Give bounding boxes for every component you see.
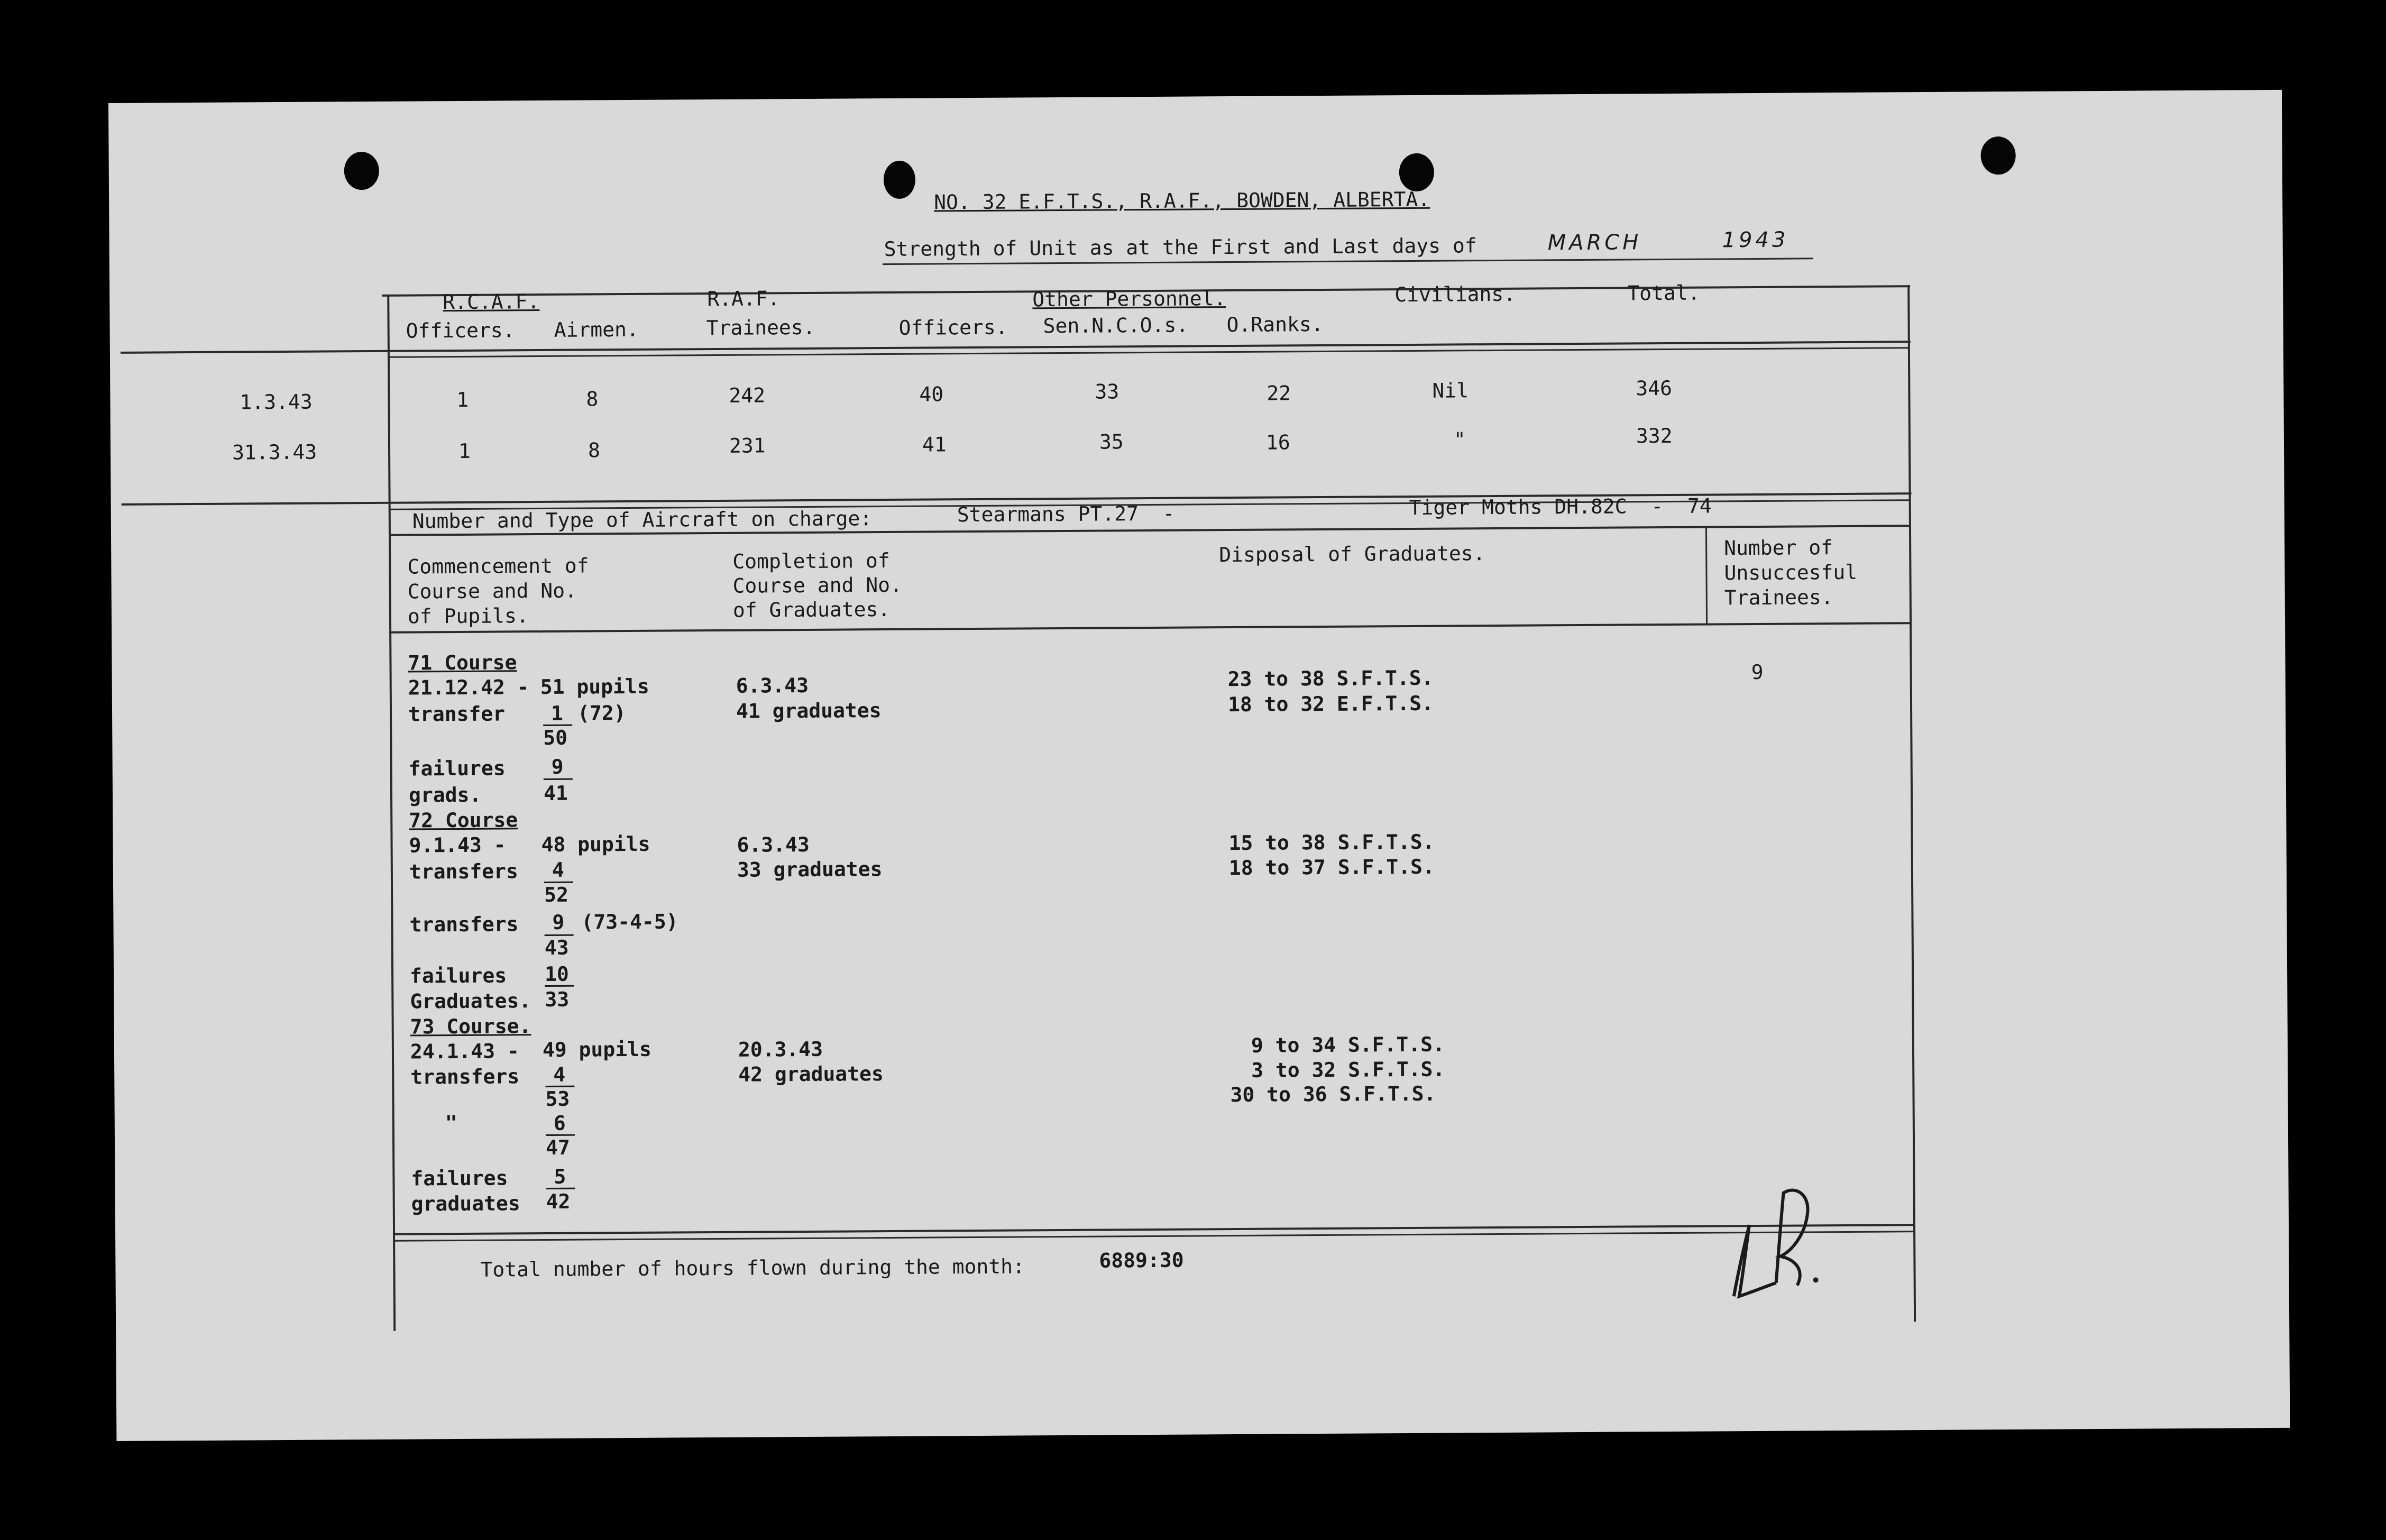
subtotal: 53 [545, 1087, 570, 1111]
course-title: 71 Course [408, 650, 517, 675]
raf-trainees-cell: 242 [729, 383, 766, 407]
oranks-cell: 22 [1267, 381, 1291, 405]
failures-value: 10 [544, 962, 569, 986]
transfer-label: transfer [408, 702, 506, 726]
subtotal-rule [545, 985, 574, 987]
transfer-note: (73-4-5) [581, 910, 678, 934]
subtotal: 50 [543, 726, 568, 749]
other-officers-cell: 41 [922, 433, 947, 456]
unsuccessful-header: Unsuccesful [1724, 560, 1858, 585]
aircraft-label: Number and Type of Aircraft on charge: [412, 507, 873, 533]
completion-date: 20.3.43 [738, 1037, 823, 1061]
snco-cell: 35 [1099, 430, 1124, 454]
subtotal: 52 [544, 883, 569, 906]
course-pupils: 51 pupils [540, 674, 649, 699]
document-sheet [108, 90, 2290, 1441]
ditto-mark: " [445, 1111, 457, 1135]
raf-trainees-cell: 231 [729, 434, 766, 457]
row-date: 31.3.43 [232, 440, 317, 464]
disposal-line: 30 to 36 S.F.T.S. [1230, 1081, 1436, 1107]
civilians-cell: " [1453, 428, 1466, 452]
rcaf-officers-cell: 1 [458, 439, 471, 463]
strength-table-left [387, 295, 396, 1331]
handwritten-year: 1943 [1722, 227, 1789, 253]
hours-label: Total number of hours flown during the month: [480, 1254, 1025, 1281]
unsuccessful-header: Trainees. [1724, 585, 1833, 610]
other-personnel-header: Other Personnel. [1032, 287, 1226, 311]
subtotal: 43 [544, 936, 569, 959]
total-cell: 332 [1636, 424, 1673, 448]
commencement-header: of Pupils. [407, 604, 529, 628]
civilians-header: Civilians. [1394, 282, 1516, 307]
disposal-line: 18 to 37 S.F.T.S. [1228, 855, 1435, 880]
other-officers-cell: 40 [919, 382, 944, 406]
transfers-value: 9 [552, 910, 565, 934]
grads-label: grads. [408, 783, 482, 807]
handwritten-month: MARCH [1547, 230, 1642, 255]
rcaf-airmen-cell: 8 [588, 438, 601, 462]
rcaf-airmen-cell: 8 [586, 387, 599, 411]
punch-hole [344, 152, 379, 190]
failures-value: 5 [554, 1165, 566, 1188]
disposal-line: 9 to 34 S.F.T.S. [1251, 1032, 1445, 1057]
grads-value: 41 [543, 781, 568, 805]
transfers-label: transfers [409, 912, 519, 937]
total-cell: 346 [1636, 376, 1673, 400]
disposal-line: 15 to 38 S.F.T.S. [1228, 830, 1435, 855]
tiger-moths-entry: Tiger Moths DH.82C - 74 [1409, 494, 1712, 519]
disposal-line: 23 to 38 S.F.T.S. [1227, 666, 1434, 691]
grads-label: graduates [411, 1191, 520, 1216]
transfers-value: 4 [552, 858, 564, 882]
course-start: 21.12.42 - [408, 675, 529, 700]
subtotal-rule [546, 1188, 575, 1189]
course-title: 73 Course. [410, 1014, 531, 1039]
unsuccessful-col-divider [1705, 526, 1708, 626]
col-other-officers-header: Officers. [898, 315, 1008, 340]
subtotal: 47 [545, 1135, 570, 1159]
subtotal-rule [544, 778, 573, 780]
unsuccessful-header: Number of [1724, 536, 1833, 560]
transfers-value: 6 [553, 1111, 566, 1135]
completion-graduates: 33 graduates [737, 857, 883, 882]
raf-group-header: R.A.F. [707, 287, 780, 311]
course-pupils: 49 pupils [542, 1037, 651, 1062]
disposal-line: 18 to 32 E.F.T.S. [1227, 691, 1434, 717]
grads-value: 33 [545, 987, 570, 1011]
col-oranks-header: O.Ranks. [1226, 312, 1324, 337]
completion-graduates: 41 graduates [736, 699, 882, 723]
completion-graduates: 42 graduates [738, 1062, 884, 1086]
course-start: 24.1.43 - [410, 1039, 520, 1064]
rcaf-group-header: R.C.A.F. [443, 290, 540, 314]
disposal-line: 3 to 32 S.F.T.S. [1251, 1057, 1445, 1082]
failures-label: failures [408, 756, 506, 781]
commencement-header: Commencement of [407, 554, 589, 579]
hours-value: 6889:30 [1099, 1248, 1184, 1272]
grads-label: Graduates. [410, 989, 531, 1013]
failures-label: failures [409, 964, 507, 988]
course-start: 9.1.43 - [409, 833, 506, 857]
transfer-value: 1 [550, 701, 564, 725]
completion-header: of Graduates. [732, 597, 891, 622]
row-date: 1.3.43 [240, 390, 313, 414]
grads-value: 42 [546, 1189, 571, 1213]
snco-cell: 33 [1095, 380, 1119, 404]
course-pupils: 48 pupils [541, 832, 650, 857]
completion-header: Completion of [732, 548, 890, 573]
transfers-label: transfers [409, 859, 518, 884]
col-officers-header: Officers. [406, 318, 515, 343]
completion-header: Course and No. [732, 573, 903, 598]
col-snco-header: Sen.N.C.O.s. [1043, 313, 1189, 338]
oranks-cell: 16 [1265, 430, 1290, 454]
course-title: 72 Course [409, 808, 518, 832]
total-header: Total. [1627, 281, 1700, 305]
transfer-note: (72) [577, 701, 626, 725]
completion-date: 6.3.43 [737, 832, 810, 857]
failures-label: failures [411, 1166, 508, 1190]
transfers-label: transfers [410, 1065, 520, 1089]
punch-hole [884, 161, 915, 199]
rcaf-officers-cell: 1 [456, 388, 469, 411]
failures-value: 9 [551, 755, 564, 778]
punch-hole [1399, 153, 1434, 191]
disposal-header: Disposal of Graduates. [1219, 542, 1485, 567]
col-airmen-header: Airmen. [554, 317, 639, 342]
courses-header-rule [389, 622, 1911, 634]
signature-mark [1717, 1171, 1823, 1299]
punch-hole [1980, 136, 2015, 175]
col-trainees-header: Trainees. [706, 315, 815, 340]
civilians-cell: Nil [1432, 379, 1469, 402]
document-title: NO. 32 E.F.T.S., R.A.F., BOWDEN, ALBERTA. [934, 187, 1430, 214]
strength-table-right [1907, 285, 1916, 1322]
stearmans-entry: Stearmans PT.27 - [957, 501, 1175, 527]
completion-date: 6.3.43 [736, 673, 809, 698]
document-subtitle: Strength of Unit as at the First and Last days of [884, 234, 1477, 261]
commencement-header: Course and No. [407, 579, 577, 603]
unsuccessful-count: 9 [1751, 660, 1764, 684]
transfers-value: 4 [553, 1062, 566, 1086]
